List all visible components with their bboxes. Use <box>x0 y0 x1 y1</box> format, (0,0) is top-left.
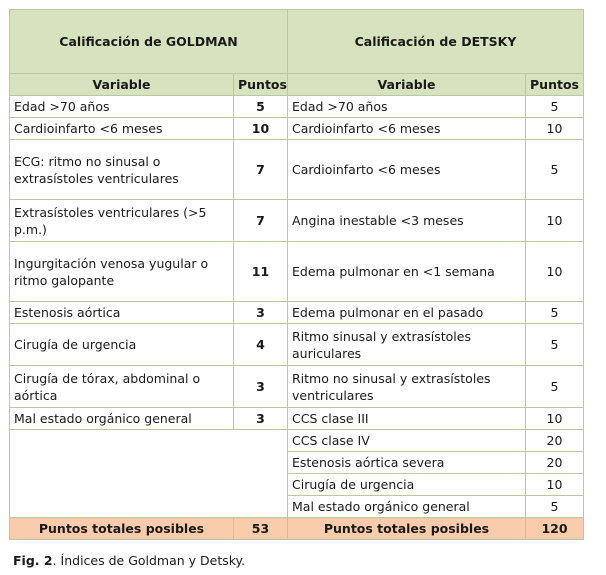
goldman-empty-area <box>10 430 288 518</box>
detsky-variable: Ritmo no sinusal y extrasístoles ventriculares <box>288 366 526 408</box>
detsky-title: Calificación de DETSKY <box>288 10 584 74</box>
detsky-col-variable: Variable <box>288 74 526 96</box>
detsky-total-label: Puntos totales posibles <box>288 518 526 540</box>
detsky-variable: Mal estado orgánico general <box>288 496 526 518</box>
goldman-variable: Extrasístoles ventriculares (>5 p.m.) <box>10 200 234 242</box>
detsky-puntos: 20 <box>526 452 584 474</box>
goldman-total-value: 53 <box>234 518 288 540</box>
table-row <box>10 408 584 430</box>
detsky-total-value: 120 <box>526 518 584 540</box>
table-row <box>10 242 584 302</box>
detsky-col-puntos: Puntos <box>526 74 584 96</box>
detsky-variable: CCS clase IV <box>288 430 526 452</box>
goldman-puntos: 3 <box>234 302 288 324</box>
detsky-puntos: 5 <box>526 302 584 324</box>
table-row <box>10 366 584 408</box>
goldman-variable: Cardioinfarto <6 meses <box>10 118 234 140</box>
goldman-variable: Estenosis aórtica <box>10 302 234 324</box>
detsky-puntos: 5 <box>526 140 584 200</box>
detsky-puntos: 10 <box>526 242 584 302</box>
goldman-total-label: Puntos totales posibles <box>10 518 234 540</box>
risk-index-table <box>9 9 584 540</box>
detsky-variable: Edema pulmonar en <1 semana <box>288 242 526 302</box>
detsky-puntos: 10 <box>526 408 584 430</box>
goldman-variable: Cirugía de urgencia <box>10 324 234 366</box>
goldman-puntos: 3 <box>234 408 288 430</box>
detsky-variable: Angina inestable <3 meses <box>288 200 526 242</box>
goldman-puntos: 11 <box>234 242 288 302</box>
detsky-puntos: 5 <box>526 366 584 408</box>
detsky-variable: Cardioinfarto <6 meses <box>288 140 526 200</box>
table-row <box>10 302 584 324</box>
detsky-puntos: 10 <box>526 118 584 140</box>
goldman-puntos: 7 <box>234 140 288 200</box>
table-row <box>10 200 584 242</box>
figure-caption <box>13 553 245 568</box>
totals-row <box>10 518 584 540</box>
detsky-variable: Cirugía de urgencia <box>288 474 526 496</box>
goldman-puntos: 7 <box>234 200 288 242</box>
detsky-puntos: 10 <box>526 200 584 242</box>
detsky-variable: CCS clase III <box>288 408 526 430</box>
goldman-variable: ECG: ritmo no sinusal o extrasístoles ventriculares <box>10 140 234 200</box>
detsky-puntos: 10 <box>526 474 584 496</box>
detsky-puntos: 5 <box>526 496 584 518</box>
table-row <box>10 96 584 118</box>
table-row <box>10 118 584 140</box>
goldman-col-variable: Variable <box>10 74 234 96</box>
table-row <box>10 324 584 366</box>
goldman-puntos: 5 <box>234 96 288 118</box>
detsky-variable: Edad >70 años <box>288 96 526 118</box>
detsky-variable: Estenosis aórtica severa <box>288 452 526 474</box>
detsky-puntos: 20 <box>526 430 584 452</box>
goldman-col-puntos: Puntos <box>234 74 288 96</box>
goldman-puntos: 4 <box>234 324 288 366</box>
detsky-puntos: 5 <box>526 96 584 118</box>
goldman-title: Calificación de GOLDMAN <box>10 10 288 74</box>
goldman-variable: Ingurgitación venosa yugular o ritmo galopante <box>10 242 234 302</box>
goldman-puntos: 3 <box>234 366 288 408</box>
table-row <box>10 430 584 452</box>
goldman-variable: Mal estado orgánico general <box>10 408 234 430</box>
caption-label: Fig. 2 <box>13 553 53 568</box>
goldman-variable: Cirugía de tórax, abdominal o aórtica <box>10 366 234 408</box>
detsky-variable: Edema pulmonar en el pasado <box>288 302 526 324</box>
caption-text: . Índices de Goldman y Detsky. <box>52 553 246 568</box>
table-row <box>10 140 584 200</box>
detsky-variable: Ritmo sinusal y extrasístoles auriculares <box>288 324 526 366</box>
detsky-puntos: 5 <box>526 324 584 366</box>
detsky-variable: Cardioinfarto <6 meses <box>288 118 526 140</box>
goldman-variable: Edad >70 años <box>10 96 234 118</box>
goldman-puntos: 10 <box>234 118 288 140</box>
